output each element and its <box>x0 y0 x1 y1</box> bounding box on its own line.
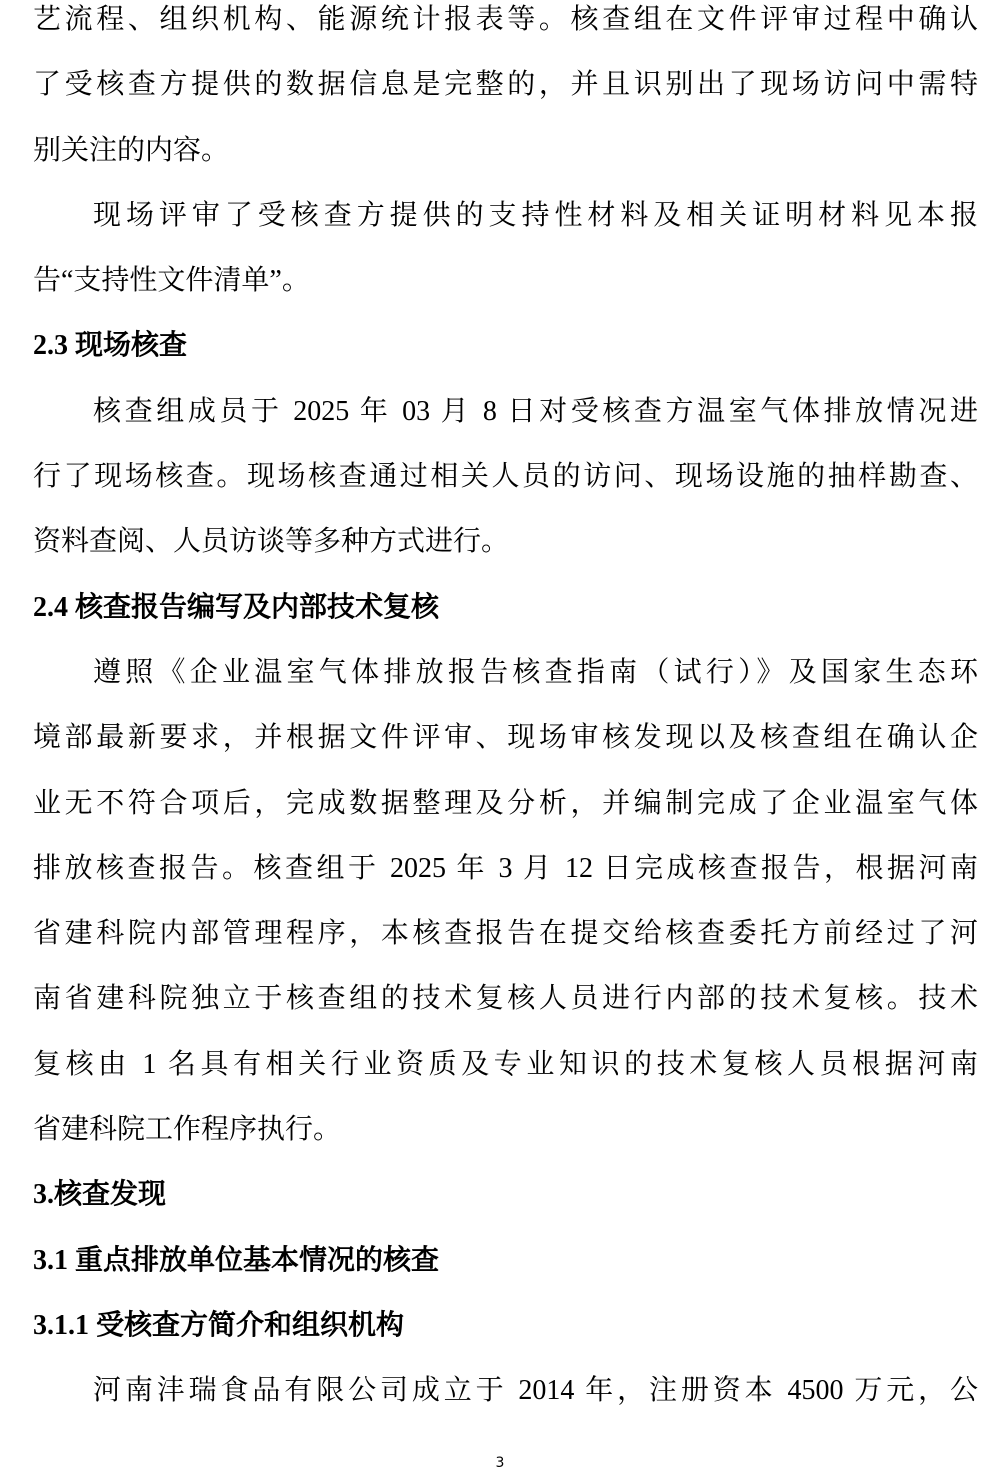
document-page <box>33 0 978 1424</box>
text-line: 艺流程、组织机构、能源统计报表等。核查组在文件评审过程中确认 <box>33 4 978 35</box>
text-line: 告“支持性文件清单”。 <box>33 265 310 297</box>
text-line: 核查组成员于 2025 年 03 月 8 日对受核查方温室气体排放情况进 <box>93 395 978 427</box>
section-heading-2-4: 2.4 核查报告编写及内部技术复核 <box>33 591 440 623</box>
text-line: 遵照《企业温室气体排放报告核查指南（试行）》及国家生态环 <box>93 656 978 688</box>
section-heading-3: 3.核查发现 <box>33 1179 167 1211</box>
text-line: 省建科院内部管理程序，本核查报告在提交给核查委托方前经过了河 <box>33 918 978 950</box>
page-number: 3 <box>495 1455 505 1471</box>
section-heading-2-3: 2.3 现场核查 <box>33 330 188 362</box>
text-line: 省建科院工作程序执行。 <box>33 1114 342 1146</box>
text-line: 别关注的内容。 <box>33 134 230 166</box>
text-line: 现场评审了受核查方提供的支持性材料及相关证明材料见本报 <box>93 199 978 231</box>
text-line: 排放核查报告。核查组于 2025 年 3 月 12 日完成核查报告，根据河南 <box>33 852 978 884</box>
text-line: 河南沣瑞食品有限公司成立于 2014 年，注册资本 4500 万元，公 <box>93 1375 978 1407</box>
text-line: 行了现场核查。现场核查通过相关人员的访问、现场设施的抽样勘查、 <box>33 461 978 493</box>
text-line: 了受核查方提供的数据信息是完整的，并且识别出了现场访问中需特 <box>33 69 978 101</box>
section-heading-3-1: 3.1 重点排放单位基本情况的核查 <box>33 1244 440 1276</box>
section-heading-3-1-1: 3.1.1 受核查方简介和组织机构 <box>33 1309 405 1341</box>
text-line: 南省建科院独立于核查组的技术复核人员进行内部的技术复核。技术 <box>33 983 978 1015</box>
text-line: 业无不符合项后，完成数据整理及分析，并编制完成了企业温室气体 <box>33 787 978 819</box>
text-line: 境部最新要求，并根据文件评审、现场审核发现以及核查组在确认企 <box>33 722 978 754</box>
text-line: 资料查阅、人员访谈等多种方式进行。 <box>33 526 510 558</box>
text-line: 复核由 1 名具有相关行业资质及专业知识的技术复核人员根据河南 <box>33 1048 978 1080</box>
